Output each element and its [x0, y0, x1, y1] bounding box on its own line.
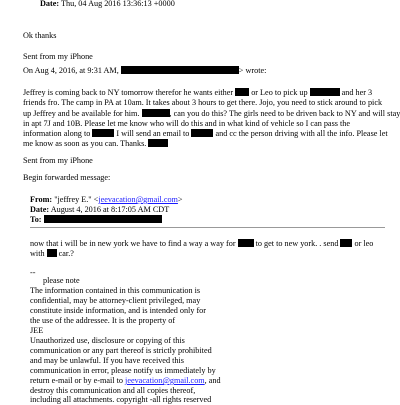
footer-line: destroy this communication and all copies thereof, — [30, 386, 196, 395]
message-line-6 — [23, 139, 168, 149]
message-line-3 — [23, 109, 400, 119]
message-line-5 — [23, 129, 388, 139]
footer-line: communication or any part thereof is strictly prohibited — [30, 346, 212, 355]
footer-please-note: please note — [43, 276, 80, 285]
fwd-from-line — [30, 195, 183, 205]
footer-line: The information contained in this communication is — [30, 286, 201, 295]
redaction-box — [44, 215, 162, 223]
fwd-body-text: to get to new york. . send — [255, 239, 339, 248]
msg-text: or Leo to pick up — [251, 88, 308, 97]
redaction-box — [340, 239, 352, 247]
fwd-from-close: > — [177, 195, 183, 204]
footer-line-email — [30, 376, 221, 386]
footer-email-link[interactable]: jeevacation@gmail.com — [125, 376, 205, 385]
fwd-body-text: with — [30, 249, 45, 258]
footer-text: , and — [204, 376, 221, 385]
redaction-box — [235, 88, 249, 96]
quote-intro-text: On Aug 4, 2016, at 9:31 AM, — [23, 66, 119, 75]
msg-text: I will send an email to — [116, 129, 190, 138]
fwd-body-line-1 — [30, 239, 373, 249]
message-signature: Sent from my iPhone — [23, 156, 93, 165]
fwd-to-label: To: — [30, 215, 42, 224]
footer-line: Unauthorized use, disclosure or copying of this — [30, 336, 185, 345]
footer-line: constitute inside information, and is intended only for — [30, 306, 206, 315]
msg-text: up Jeffrey and be available for him. — [23, 109, 140, 118]
message-line-2: friends fro. The camp in PA at 10am. It takes about 3 hours to get there. Jojo, you need to stick around to pick — [23, 98, 383, 107]
message-line-4: in apt 7J and 10B. Please let me know who will do this and in what kind of vehicle so I can pass the — [23, 119, 350, 128]
reply-signature: Sent from my iPhone — [23, 52, 93, 61]
redaction-box — [92, 129, 114, 137]
divider — [30, 227, 385, 228]
fwd-date-label: Date: — [30, 205, 50, 214]
reply-text: Ok thanks — [23, 31, 57, 40]
footer-line: and may be unlawful. If you have received this — [30, 356, 184, 365]
redaction-box — [47, 249, 57, 257]
fwd-from-email-link[interactable]: jeevacation@gmail.com — [98, 195, 178, 204]
redaction-box — [148, 139, 168, 147]
begin-forwarded: Begin forwarded message: — [23, 173, 111, 182]
message-line-1 — [23, 88, 372, 98]
fwd-body-text: car.? — [58, 249, 74, 258]
redaction-box — [191, 129, 213, 137]
forwarded-header — [30, 195, 183, 225]
redaction-box — [238, 239, 254, 247]
footer-line: communication in error, please notify us immediately by — [30, 366, 216, 375]
redaction-box — [142, 109, 170, 117]
msg-text: , can you do this? The girls need to be driven back to NY and will stay — [169, 109, 400, 118]
fwd-date-line — [30, 205, 183, 215]
msg-text: me know as soon as you can. Thanks. — [23, 139, 147, 148]
footer-line: the use of the addressee. It is the property of — [30, 316, 176, 325]
quote-intro — [23, 66, 266, 76]
msg-text: and cc the person driving with all the info. Please let — [215, 129, 388, 138]
fwd-date-value: August 4, 2016 at 8:17:05 AM CDT — [50, 205, 170, 214]
fwd-from-label: From: — [30, 195, 53, 204]
fwd-to-line — [30, 215, 183, 225]
footer-line: including all attachments. copyright -all rights reserved — [30, 395, 212, 404]
fwd-body-text: now that i will be in new york we have to find a way a way for — [30, 239, 236, 248]
date-label: Date: — [40, 0, 60, 8]
fwd-body-text: or leo — [354, 239, 374, 248]
msg-text: information along to — [23, 129, 91, 138]
footer-line: confidential, may be attorney-client privileged, may — [30, 296, 201, 305]
fwd-from-name: "jeffrey E." < — [54, 195, 99, 204]
date-value: Thu, 04 Aug 2016 13:36:13 +0000 — [61, 0, 175, 8]
footer-dashes: -- — [30, 268, 36, 277]
redaction-box — [121, 66, 239, 74]
footer-line: JEE — [30, 326, 44, 335]
msg-text: Jeffrey is coming back to NY tomorrow therefor he wants either — [23, 88, 234, 97]
footer-text: return e-mail or by e-mail to — [30, 376, 123, 385]
header-date — [40, 0, 175, 9]
msg-text: and her 3 — [341, 88, 373, 97]
fwd-body-line-2 — [30, 249, 74, 259]
redaction-box — [310, 88, 340, 96]
quote-intro-wrote: > wrote: — [238, 66, 267, 75]
